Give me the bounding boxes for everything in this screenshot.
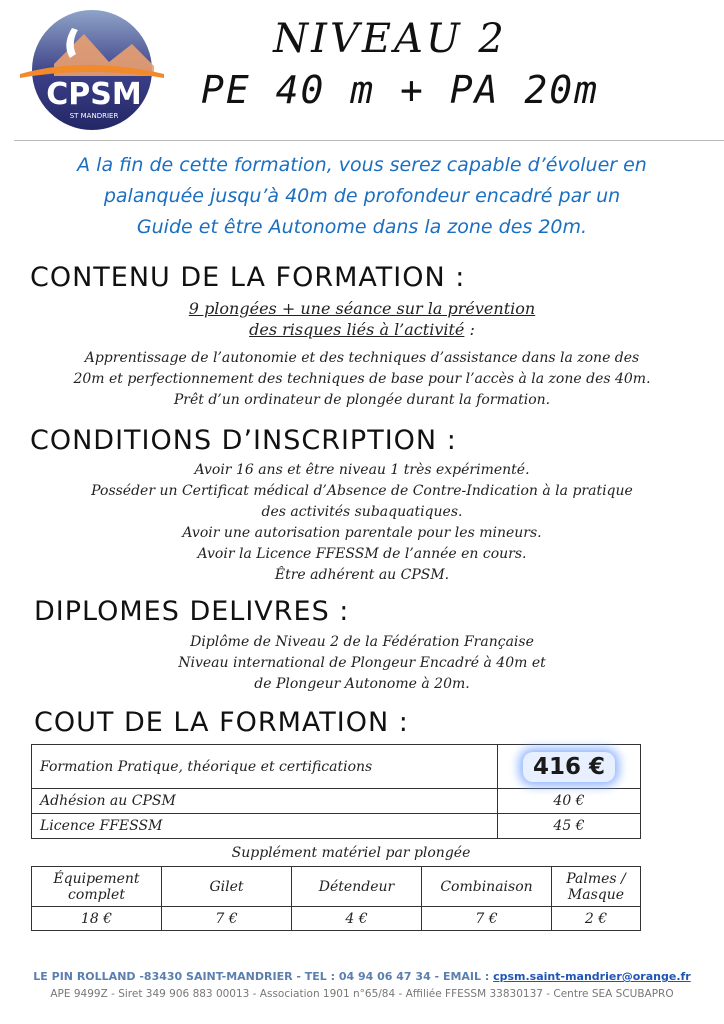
conditions-line: Être adhérent au CPSM. <box>274 567 450 583</box>
cost-value-cell <box>498 745 641 789</box>
diplomes-line: Niveau international de Plongeur Encadré à 40m et <box>178 655 546 671</box>
intro-line: palanquée jusqu’à 40m de profondeur encadré par un <box>103 185 621 207</box>
intro-line: Guide et être Autonome dans la zone des 20m. <box>136 216 588 238</box>
section-title-cout: COUT DE LA FORMATION : <box>34 707 409 738</box>
supplement-title: Supplément matériel par plongée <box>231 845 471 861</box>
diplomes-line: Diplôme de Niveau 2 de la Fédération Française <box>190 634 534 650</box>
page-title: NIVEAU 2 <box>273 16 507 62</box>
supplement-header <box>292 867 422 907</box>
conditions-line: des activités subaquatiques. <box>261 504 463 520</box>
section-title-diplomes: DIPLOMES DELIVRES : <box>34 596 350 627</box>
header-line: Combinaison <box>440 878 533 895</box>
table-row <box>32 867 641 907</box>
supplement-header <box>422 867 552 907</box>
conditions-line: Avoir une autorisation parentale pour les mineurs. <box>182 525 542 541</box>
footer-address: LE PIN ROLLAND -83430 SAINT-MANDRIER - TEL : 04 94 06 47 34 - EMAIL : <box>33 970 494 983</box>
conditions-line: Posséder un Certificat médical d’Absence de Contre-Indication à la pratique <box>91 483 633 499</box>
cost-value: 45 € <box>498 814 641 839</box>
contenu-body <box>20 348 704 411</box>
page-subtitle: PE 40 m + PA 20m <box>200 68 600 112</box>
contenu-line: Apprentissage de l’autonomie et des techniques d’assistance dans la zone des <box>84 350 640 366</box>
contenu-subtitle-line1: 9 plongées + une séance sur la prévention <box>188 299 536 318</box>
intro-line: A la fin de cette formation, vous serez capable d’évoluer en <box>77 154 647 176</box>
supplement-price: 7 € <box>162 907 292 931</box>
header-line: complet <box>68 886 125 903</box>
supplement-price: 4 € <box>292 907 422 931</box>
cost-value: 40 € <box>498 789 641 814</box>
conditions-line: Avoir la Licence FFESSM de l’année en cours. <box>197 546 527 562</box>
cost-label: Formation Pratique, théorique et certifications <box>32 745 498 789</box>
supplement-header <box>552 867 641 907</box>
table-row <box>32 814 641 839</box>
table-row <box>32 907 641 931</box>
supplement-header <box>32 867 162 907</box>
table-row <box>32 745 641 789</box>
contenu-line: Prêt d’un ordinateur de plongée durant la formation. <box>173 392 551 408</box>
header-line: Gilet <box>209 878 244 895</box>
supplement-price: 7 € <box>422 907 552 931</box>
contenu-subtitle <box>80 298 644 340</box>
header-line: Équipement <box>53 870 140 887</box>
logo-subtext: ST MANDRIER <box>69 112 119 120</box>
footer-contact <box>0 970 724 983</box>
contenu-subtitle-suffix: : <box>464 320 475 339</box>
price-badge: 416 € <box>523 752 615 782</box>
header-divider <box>14 140 724 141</box>
logo-text: CPSM <box>46 77 142 112</box>
header-line: Palmes / <box>566 870 626 887</box>
header-line: Détendeur <box>318 878 395 895</box>
logo-graphic <box>14 4 166 132</box>
supplement-price: 2 € <box>552 907 641 931</box>
conditions-line: Avoir 16 ans et être niveau 1 très expérimenté. <box>194 462 530 478</box>
supplement-header <box>162 867 292 907</box>
footer-legal: APE 9499Z - Siret 349 906 883 00013 - Association 1901 n°65/84 - Affiliée FFESSM 33830137 - Centre SEA SCUBAPRO <box>50 988 674 1000</box>
section-title-contenu: CONTENU DE LA FORMATION : <box>30 262 466 293</box>
cost-label: Adhésion au CPSM <box>32 789 498 814</box>
section-title-conditions: CONDITIONS D’INSCRIPTION : <box>30 425 457 456</box>
intro-paragraph <box>20 150 704 243</box>
cost-label: Licence FFESSM <box>32 814 498 839</box>
table-row <box>32 789 641 814</box>
diplomes-line: de Plongeur Autonome à 20m. <box>254 676 470 692</box>
conditions-body <box>20 460 704 586</box>
contenu-subtitle-line2: des risques liés à l’activité <box>249 320 465 339</box>
cost-table <box>31 744 641 839</box>
header-line: Masque <box>567 886 625 903</box>
diplomes-body <box>20 632 704 695</box>
email-link[interactable]: cpsm.saint-mandrier@orange.fr <box>493 970 691 983</box>
supplement-table <box>31 866 641 931</box>
contenu-line: 20m et perfectionnement des techniques de base pour l’accès à la zone des 40m. <box>73 371 651 387</box>
supplement-price: 18 € <box>32 907 162 931</box>
cpsm-logo <box>14 4 166 132</box>
